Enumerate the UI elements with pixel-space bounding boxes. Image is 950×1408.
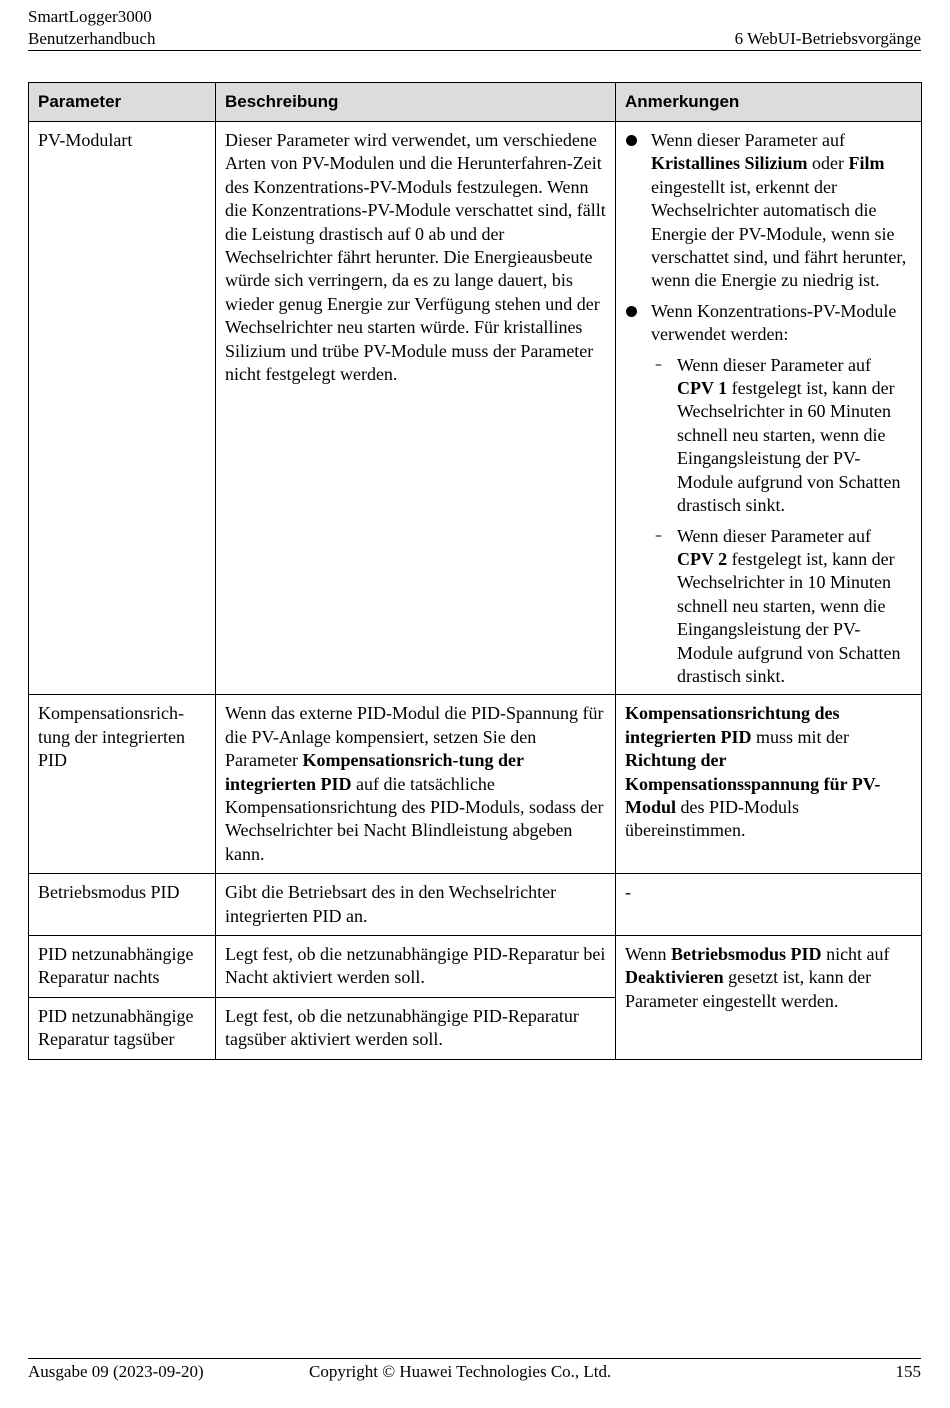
table-row: [29, 122, 922, 695]
sub-list-item: – Wenn dieser Parameter auf CPV 2 festgelegt ist, kann der Wechselrichter in 10 Minuten schnell neu starten, wenn die Eingangsleistung der PV-Module aufgrund von Schatten drastisch sinkt.: [655, 525, 901, 686]
param-cell: [29, 997, 216, 1059]
sub-list: [651, 354, 912, 689]
param-name: Kompensationsrich-tung der integrierten PID: [38, 703, 185, 771]
remarks-cell: -: [616, 874, 922, 936]
table-row: [29, 936, 922, 998]
table-header-row: [29, 83, 922, 122]
remarks-cell: Kompensationsrichtung des integrierten PID muss mit der Richtung der Kompensationsspannung für PV-Modul des PID-Moduls übereinstimmen.: [616, 695, 922, 874]
description-cell: Legt fest, ob die netzunabhängige PID-Reparatur tagsüber aktiviert werden soll.: [216, 997, 616, 1059]
copyright-label: Copyright © Huawei Technologies Co., Ltd.: [309, 1362, 612, 1381]
table-row: [29, 695, 922, 874]
sub-list-item: – Wenn dieser Parameter auf CPV 1 festgelegt ist, kann der Wechselrichter in 60 Minuten schnell neu starten, wenn die Eingangsleistung der PV-Module aufgrund von Schatten drastisch sinkt.: [655, 354, 901, 516]
description-text: Dieser Parameter wird verwendet, um verschiedene Arten von PV-Modulen und die Herunterfahren-Zeit des Konzentrations-PV-Moduls festzulegen. Wenn die Konzentrations-PV-Module verschattet sind, fällt die Leistung drastisch auf 0 ab und der Wechselrichter fährt herunter. Die Energieausbeute würde sich verringern, da es zu lange dauert, bis wieder genug Energie zur Verfügung stehen und der Wechselrichter neu starten würde. Für kristallines Silizium und trübe PV-Module muss der Parameter nicht festgelegt werden.: [225, 130, 606, 385]
page-header: [28, 6, 921, 51]
header-left: [28, 6, 155, 50]
param-name: PV-Modulart: [38, 130, 133, 150]
description-cell: Legt fest, ob die netzunabhängige PID-Reparatur bei Nacht aktiviert werden soll.: [216, 936, 616, 998]
dash-icon: –: [655, 527, 662, 544]
page-number: 155: [895, 1362, 921, 1381]
bullet-icon: [626, 135, 637, 146]
list-item: Wenn dieser Parameter auf Kristallines Silizium oder Film eingestellt ist, erkennt der Wechselrichter automatisch die Energie der PV-Module, wenn sie verschattet sind, und fährt herunter, wenn die Energie zu niedrig ist.: [625, 129, 912, 293]
description-cell: [216, 122, 616, 695]
parameter-table: [28, 82, 922, 1060]
description-cell: Gibt die Betriebsart des in den Wechselrichter integrierten PID an.: [216, 874, 616, 936]
product-name: SmartLogger3000: [28, 7, 152, 26]
remarks-cell: Wenn Betriebsmodus PID nicht auf Deaktivieren gesetzt ist, kann der Parameter eingestellt werden.: [616, 936, 922, 1060]
param-name: PID netzunabhängige Reparatur tagsüber: [38, 1005, 194, 1050]
param-name: PID netzunabhängige Reparatur nachts: [38, 944, 194, 988]
param-cell: [29, 122, 216, 695]
dash-icon: –: [655, 356, 662, 373]
list-item: Wenn Konzentrations-PV-Module verwendet werden: – Wenn dieser Parameter auf CPV 1 festgelegt ist, kann der Wechselrichter in 60 Minuten schnell neu starten, wenn die Eingangsleistung der PV-Module aufgrund von Schatten drastisch sinkt. – Wenn dieser Parameter auf CPV 2 festgelegt ist, kann der Wechselrichter in 10 Minuten schnell neu starten, wenn die Eingangsleistung der PV-Module aufgrund von Schatten drastisch sinkt.: [625, 300, 912, 689]
bullet-icon: [626, 306, 637, 317]
param-cell: [29, 936, 216, 998]
remarks-cell: [616, 122, 922, 695]
column-header-parameter: Parameter: [29, 83, 216, 122]
param-cell: [29, 874, 216, 936]
description-cell: Wenn das externe PID-Modul die PID-Spannung für die PV-Anlage kompensiert, setzen Sie den Parameter Kompensationsrich-tung der integrierten PID auf die tatsächliche Kompensationsrichtung des PID-Moduls, sodass der Wechselrichter bei Nacht Blindleistung abgeben kann.: [216, 695, 616, 874]
chapter-title: 6 WebUI-Betriebsvorgänge: [734, 29, 921, 48]
param-cell: [29, 695, 216, 874]
column-header-remarks: Anmerkungen: [616, 83, 922, 122]
column-header-description: Beschreibung: [216, 83, 616, 122]
edition-label: Ausgabe 09 (2023-09-20): [28, 1362, 204, 1381]
remarks-list: [625, 129, 912, 688]
table-row: [29, 874, 922, 936]
page-footer: [28, 1358, 921, 1385]
document-type: Benutzerhandbuch: [28, 29, 156, 48]
param-name: Betriebsmodus PID: [38, 882, 180, 903]
